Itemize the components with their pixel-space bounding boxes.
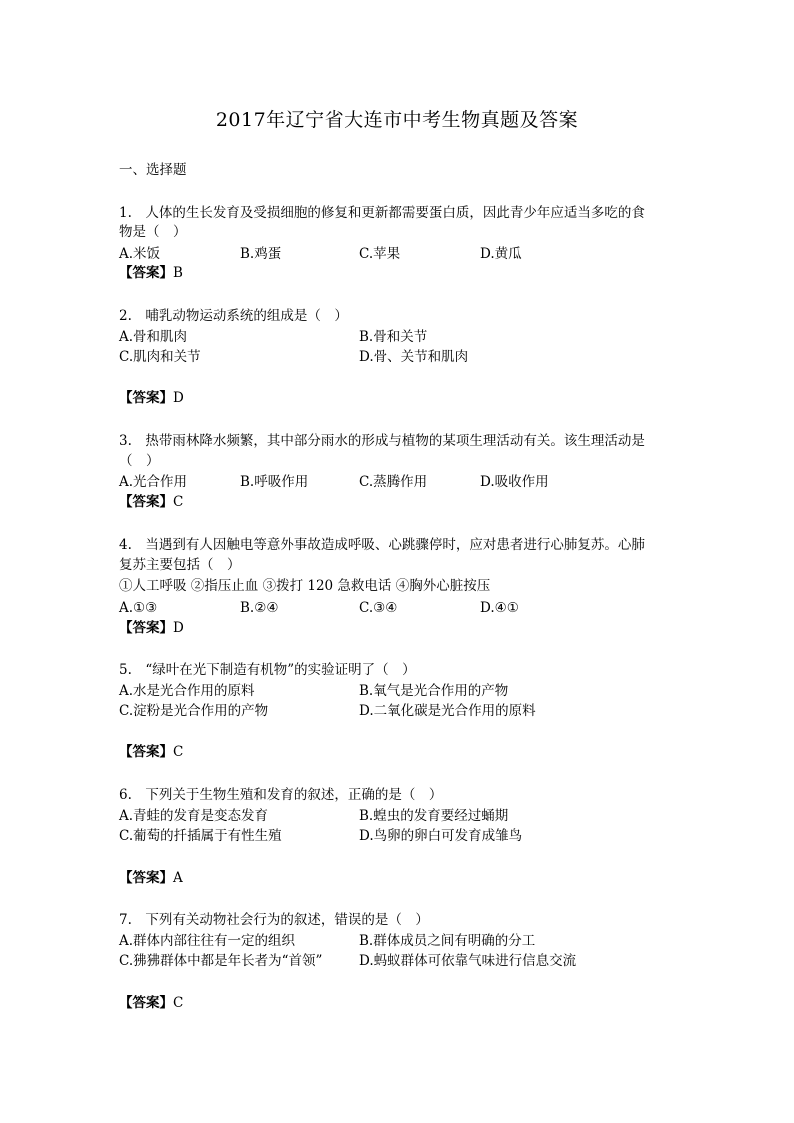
question-5-text: 5. “绿叶在光下制造有机物”的实验证明了（ ）	[119, 662, 416, 678]
q6-option-a: A.青蛙的发育是变态发育	[119, 808, 269, 824]
question-7-text: 7. 下列有关动物社会行为的叙述，错误的是（ ）	[119, 912, 429, 928]
q1-option-d: D.黄瓜	[480, 246, 522, 262]
q1-option-c: C.苹果	[359, 246, 401, 262]
question-1-text-cont: 物是（ ）	[119, 224, 187, 240]
q3-option-d: D.吸收作用	[480, 474, 549, 490]
question-4-items: ①人工呼吸 ②指压止血 ③拨打 120 急救电话 ④胸外心脏按压	[119, 578, 491, 594]
q7-answer	[119, 993, 183, 1013]
q7-option-b: B.群体成员之间有明确的分工	[359, 933, 536, 949]
q5-option-d: D.二氧化碳是光合作用的原料	[359, 703, 536, 719]
q1-option-a: A.米饭	[119, 246, 161, 262]
q5-option-b: B.氧气是光合作用的产物	[359, 683, 509, 699]
answer-value: C	[173, 494, 184, 510]
answer-label: 【答案】	[119, 390, 173, 406]
answer-label: 【答案】	[119, 870, 173, 886]
q1-answer	[119, 263, 183, 283]
q6-option-b: B.蝗虫的发育要经过蛹期	[359, 808, 509, 824]
question-3-text-cont: （ ）	[119, 453, 160, 469]
answer-label: 【答案】	[119, 620, 173, 636]
q1-option-b: B.鸡蛋	[240, 246, 282, 262]
q5-option-c: C.淀粉是光合作用的产物	[119, 703, 269, 719]
question-6-text: 6. 下列关于生物生殖和发育的叙述，正确的是（ ）	[119, 787, 443, 803]
q2-option-a: A.骨和肌肉	[119, 329, 188, 345]
q4-option-d: D.④①	[480, 600, 519, 616]
q4-option-b: B.②④	[240, 600, 279, 616]
q2-answer	[119, 388, 184, 408]
q7-option-a: A.群体内部往往有一定的组织	[119, 933, 296, 949]
answer-value: D	[173, 390, 184, 406]
question-1-text: 1. 人体的生长发育及受损细胞的修复和更新都需要蛋白质，因此青少年应适当多吃的食	[119, 205, 645, 221]
section-heading: 一、选择题	[119, 162, 187, 178]
question-3-text: 3. 热带雨林降水频繁，其中部分雨水的形成与植物的某项生理活动有关。该生理活动是	[119, 433, 645, 449]
q6-answer	[119, 868, 183, 888]
answer-label: 【答案】	[119, 995, 173, 1011]
q3-option-b: B.呼吸作用	[240, 474, 309, 490]
answer-value: A	[173, 870, 183, 886]
answer-label: 【答案】	[119, 265, 173, 281]
q7-option-d: D.蚂蚁群体可依靠气味进行信息交流	[359, 953, 577, 969]
question-4-text: 4. 当遇到有人因触电等意外事故造成呼吸、心跳骤停时，应对患者进行心肺复苏。心肺	[119, 537, 645, 553]
q2-option-d: D.骨、关节和肌肉	[359, 349, 469, 365]
answer-value: B	[173, 265, 183, 281]
q6-option-c: C.葡萄的扦插属于有性生殖	[119, 828, 282, 844]
q4-option-a: A.①③	[119, 600, 158, 616]
q2-option-b: B.骨和关节	[359, 329, 428, 345]
answer-label: 【答案】	[119, 494, 173, 510]
q5-answer	[119, 742, 183, 762]
question-2-text: 2. 哺乳动物运动系统的组成是（ ）	[119, 308, 348, 324]
q4-option-c: C.③④	[359, 600, 398, 616]
q2-option-c: C.肌肉和关节	[119, 349, 201, 365]
page-title: 2017年辽宁省大连市中考生物真题及答案	[215, 109, 579, 131]
answer-value: C	[173, 744, 184, 760]
q3-option-c: C.蒸腾作用	[359, 474, 428, 490]
q6-option-d: D.鸟卵的卵白可发育成雏鸟	[359, 828, 523, 844]
q4-answer	[119, 618, 184, 638]
answer-value: D	[173, 620, 184, 636]
q7-option-c: C.狒狒群体中都是年长者为“首领”	[119, 953, 323, 969]
question-4-text-cont: 复苏主要包括（ ）	[119, 557, 241, 573]
answer-value: C	[173, 995, 184, 1011]
q3-option-a: A.光合作用	[119, 474, 188, 490]
q3-answer	[119, 492, 183, 512]
q5-option-a: A.水是光合作用的原料	[119, 683, 255, 699]
answer-label: 【答案】	[119, 744, 173, 760]
